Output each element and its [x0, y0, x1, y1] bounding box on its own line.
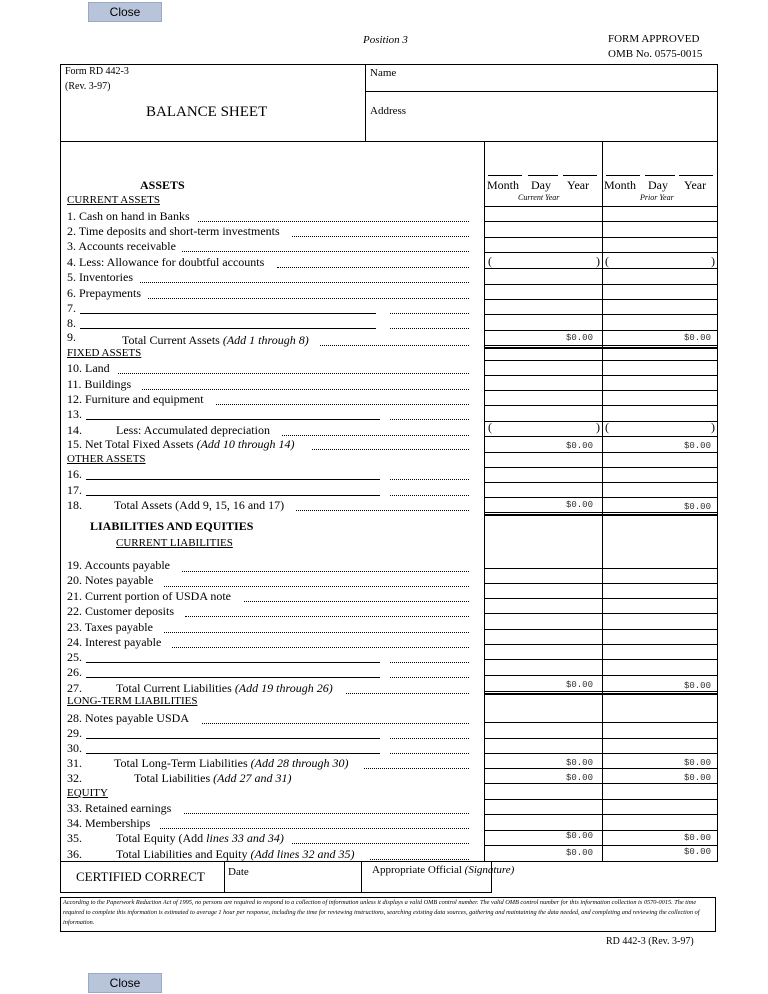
line-18-num: 18. — [67, 498, 82, 512]
line-29: 29. — [67, 726, 82, 740]
line-19: 19. Accounts payable — [67, 558, 170, 572]
total-9-prior: $0.00 — [683, 333, 711, 343]
line-23: 23. Taxes payable — [67, 620, 153, 634]
total-36-prior: $0.00 — [683, 847, 711, 857]
total-9-current: $0.00 — [565, 333, 593, 343]
line-22: 22. Customer deposits — [67, 604, 174, 618]
line-33: 33. Retained earnings — [67, 801, 172, 815]
col-year-prior: Year — [684, 178, 707, 192]
omb-number: OMB No. 0575-0015 — [608, 48, 703, 60]
total-35-current: $0.00 — [565, 831, 593, 841]
address-label: Address — [370, 105, 407, 117]
paperwork-notice: According to the Paperwork Reduction Act of 1995, no persons are required to respond to a collection of information unless it displays a valid OMB control number. The valid OMB control number for this information collection is 0570-0015. The time required to complete this information is estimated to average 1 hour per response, including the time for reviewing instructions, searching existing data sources, gathering and maintaining the data needed, and completing and reviewing the collection of information. — [63, 899, 700, 926]
line-17: 17. — [67, 483, 82, 497]
total-31-current: $0.00 — [565, 758, 593, 768]
line-36-num: 36. — [67, 847, 82, 861]
form-approved: FORM APPROVED — [608, 33, 700, 45]
total-35-prior: $0.00 — [683, 833, 711, 843]
total-32-prior: $0.00 — [683, 773, 711, 783]
line-12: 12. Furniture and equipment — [67, 392, 204, 406]
line-35-num: 35. — [67, 831, 82, 845]
line-18: Total Assets (Add 9, 15, 16 and 17) — [114, 498, 285, 512]
total-36-current: $0.00 — [565, 848, 593, 858]
line-6: 6. Prepayments — [67, 286, 141, 300]
line-34: 34. Memberships — [67, 816, 151, 830]
line-4: 4. Less: Allowance for doubtful accounts — [67, 255, 265, 269]
col-day-prior: Day — [648, 178, 668, 192]
page-title: BALANCE SHEET — [146, 104, 268, 120]
total-27-prior: $0.00 — [683, 681, 711, 691]
line-32: Total Liabilities (Add 27 and 31) — [134, 771, 292, 785]
line-15: 15. Net Total Fixed Assets (Add 10 through 14) — [67, 437, 295, 451]
col-month-prior: Month — [604, 178, 637, 192]
line-30: 30. — [67, 741, 82, 755]
col-current-year: Current Year — [518, 193, 560, 202]
name-label: Name — [370, 67, 397, 79]
other-assets-heading: OTHER ASSETS — [67, 453, 146, 465]
official-label: Appropriate Official (Signature) — [372, 864, 515, 876]
total-15-current: $0.00 — [565, 441, 593, 451]
total-15-prior: $0.00 — [683, 441, 711, 451]
line-3: 3. Accounts receivable — [67, 239, 176, 253]
total-18-prior: $0.00 — [683, 502, 711, 512]
line-21: 21. Current portion of USDA note — [67, 589, 231, 603]
form-id: Form RD 442-3 — [65, 66, 129, 77]
line-14: Less: Accumulated depreciation — [116, 423, 270, 437]
longterm-liabilities-heading: LONG-TERM LIABILITIES — [67, 695, 198, 707]
certified-correct: CERTIFIED CORRECT — [76, 869, 205, 884]
line-13: 13. — [67, 407, 82, 421]
line-8: 8. — [67, 316, 76, 330]
current-assets-heading: CURRENT ASSETS — [67, 194, 161, 206]
line-9-num: 9. — [67, 330, 76, 344]
line-9: Total Current Assets (Add 1 through 8) — [122, 333, 309, 347]
total-27-current: $0.00 — [565, 680, 593, 690]
line-28: 28. Notes payable USDA — [67, 711, 189, 725]
line-26: 26. — [67, 665, 82, 679]
col-year-current: Year — [567, 178, 590, 192]
date-field[interactable] — [226, 878, 358, 891]
total-32-current: $0.00 — [565, 773, 593, 783]
col-month-current: Month — [487, 178, 520, 192]
line-5: 5. Inventories — [67, 270, 133, 284]
line-1: 1. Cash on hand in Banks — [67, 209, 190, 223]
line-14-num: 14. — [67, 423, 82, 437]
line-32-num: 32. — [67, 771, 82, 785]
total-31-prior: $0.00 — [683, 758, 711, 768]
signature-field[interactable] — [364, 878, 490, 891]
address-field[interactable] — [366, 118, 712, 138]
line-25: 25. — [67, 650, 82, 664]
line-10: 10. Land — [67, 361, 110, 375]
line-16: 16. — [67, 467, 82, 481]
assets-heading: ASSETS — [140, 178, 185, 192]
line-35: Total Equity (Add lines 33 and 34) — [116, 831, 284, 845]
col-prior-year: Prior Year — [640, 193, 674, 202]
line-31: Total Long-Term Liabilities (Add 28 through 30) — [114, 756, 349, 770]
line-20: 20. Notes payable — [67, 573, 154, 587]
name-field[interactable] — [366, 76, 712, 90]
current-liabilities-heading: CURRENT LIABILITIES — [116, 537, 233, 549]
line-36: Total Liabilities and Equity (Add lines 32 and 35) — [116, 847, 355, 861]
line-24: 24. Interest payable — [67, 635, 162, 649]
line-11: 11. Buildings — [67, 377, 132, 391]
fixed-assets-heading: FIXED ASSETS — [67, 347, 142, 359]
liabilities-heading: LIABILITIES AND EQUITIES — [90, 519, 254, 533]
col-day-current: Day — [531, 178, 551, 192]
close-button-top[interactable]: Close — [88, 2, 162, 22]
line-7: 7. — [67, 301, 76, 315]
form-revision: RD 442-3 (Rev. 3-97) — [606, 936, 694, 947]
line-27-num: 27. — [67, 681, 82, 695]
line-27: Total Current Liabilities (Add 19 through 26) — [116, 681, 333, 695]
date-label: Date — [228, 866, 249, 878]
line-2: 2. Time deposits and short-term investments — [67, 224, 280, 238]
close-button-bottom[interactable]: Close — [88, 973, 162, 993]
equity-heading: EQUITY — [67, 787, 108, 799]
position-label: Position 3 — [363, 34, 408, 46]
form-rev: (Rev. 3-97) — [65, 81, 111, 92]
total-18-current: $0.00 — [565, 500, 593, 510]
line-31-num: 31. — [67, 756, 82, 770]
